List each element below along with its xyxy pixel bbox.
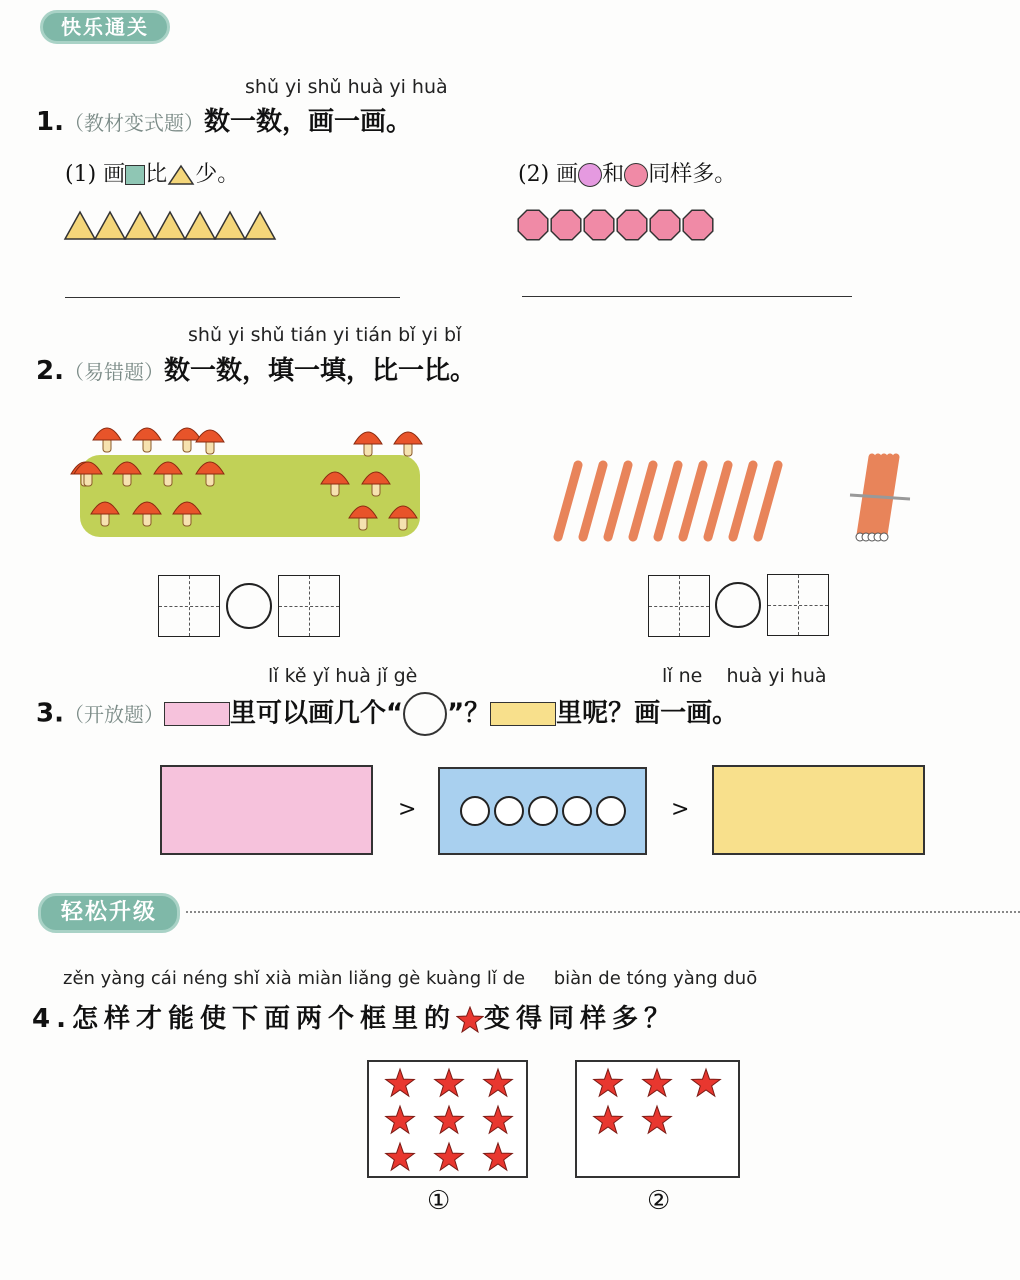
bundle-end: [880, 533, 888, 541]
q4-pinyin: zěn yàng cái néng shǐ xià miàn liǎng gè kuàng lǐ de biàn de tóng yàng duō: [63, 968, 758, 989]
star: [594, 1069, 623, 1096]
circle-icon: [403, 692, 447, 736]
dotted-divider: [186, 911, 1020, 913]
stick: [608, 465, 628, 537]
star-icon: [456, 1006, 484, 1034]
star-box-2: [575, 1060, 740, 1178]
triangle: [65, 212, 95, 239]
mushroom-cap: [394, 432, 422, 444]
triangle: [125, 212, 155, 239]
stick: [583, 465, 603, 537]
q3-text2: ”？: [447, 698, 491, 729]
mushroom: [93, 428, 121, 452]
star: [484, 1069, 513, 1096]
p1-suffix: 少。: [195, 162, 240, 187]
octagon-row: [516, 207, 721, 243]
mushroom-cap: [133, 428, 161, 440]
q1-text: 数一数，画一画。: [203, 107, 412, 137]
triangle-icon: [167, 164, 195, 186]
star: [643, 1106, 672, 1133]
star: [386, 1106, 415, 1133]
octagon: [584, 210, 614, 240]
octagon: [551, 210, 581, 240]
star: [484, 1143, 513, 1170]
mushroom-cap: [196, 430, 224, 442]
q1-number: 1.: [36, 107, 64, 137]
q1-tag: （教材变式题）: [63, 111, 204, 135]
number-box-left-2[interactable]: [278, 575, 340, 637]
q1-part2: [518, 157, 736, 188]
star: [435, 1106, 464, 1133]
star: [594, 1106, 623, 1133]
q3-pinyin-2: lǐ ne huà yi huà: [662, 665, 827, 687]
pink-box[interactable]: [160, 765, 373, 855]
sticks-illustration: [550, 445, 920, 550]
circle-icon: [578, 163, 602, 187]
mushroom: [133, 428, 161, 452]
q3-number: 3.: [36, 698, 64, 729]
octagon: [683, 210, 713, 240]
box-label-1: ①: [427, 1186, 451, 1216]
drawn-circle: [562, 796, 592, 826]
mushroom: [394, 432, 422, 456]
star: [643, 1069, 672, 1096]
number-box-left-1[interactable]: [158, 575, 220, 637]
triangle: [185, 212, 215, 239]
stick: [758, 465, 778, 537]
answer-line-2[interactable]: [522, 296, 852, 297]
q4-number: 4.: [32, 1004, 72, 1034]
q2-title: [36, 350, 476, 387]
star: [386, 1069, 415, 1096]
q1-title: [36, 101, 412, 138]
stick: [658, 465, 678, 537]
octagon: [617, 210, 647, 240]
stick: [733, 465, 753, 537]
greater-than-1: >: [398, 797, 417, 822]
blue-box: [438, 767, 647, 855]
q2-tag: （易错题）: [63, 360, 164, 384]
q3-title: [36, 692, 738, 736]
greater-than-2: >: [671, 797, 690, 822]
star: [435, 1143, 464, 1170]
stick: [633, 465, 653, 537]
triangle: [95, 212, 125, 239]
p2-mid: 和: [602, 162, 625, 187]
q4-text1: 怎样才能使下面两个框里的: [71, 1004, 456, 1034]
stick-bundle: [850, 457, 910, 541]
number-box-right-1[interactable]: [648, 575, 710, 637]
mushroom-cap: [93, 428, 121, 440]
stick: [708, 465, 728, 537]
q3-text3: 里呢？画一画。: [556, 698, 739, 729]
mushroom: [196, 430, 224, 454]
q1-part1: [65, 157, 239, 188]
p2-suffix: 同样多。: [648, 162, 737, 187]
stick: [683, 465, 703, 537]
pink-rect-icon: [164, 702, 230, 726]
bundle-string: [850, 495, 910, 499]
section-badge-happy-pass: 快乐通关: [40, 10, 170, 44]
star: [435, 1069, 464, 1096]
triangle: [155, 212, 185, 239]
octagon: [650, 210, 680, 240]
drawn-circle: [494, 796, 524, 826]
drawn-circle: [596, 796, 626, 826]
q3-text1: 里可以画几个“: [229, 698, 404, 729]
q4-text2: 变得同样多？: [483, 1004, 676, 1034]
triangle: [215, 212, 245, 239]
mushroom-cap: [354, 432, 382, 444]
p1-prefix: (1) 画: [65, 162, 126, 187]
yellow-rect-icon: [490, 702, 556, 726]
mushroom-cap: [173, 428, 201, 440]
octagon-icon: [624, 163, 648, 187]
mushroom: [354, 432, 382, 456]
q1-pinyin: shǔ yi shǔ huà yi huà: [245, 76, 448, 98]
star-box-1: [367, 1060, 528, 1178]
q3-tag: （开放题）: [63, 702, 164, 727]
number-box-right-2[interactable]: [767, 574, 829, 636]
octagon: [518, 210, 548, 240]
p2-prefix: (2) 画: [518, 162, 579, 187]
stick: [558, 465, 578, 537]
star: [484, 1106, 513, 1133]
compare-circle-left[interactable]: [226, 583, 272, 629]
drawn-circle: [528, 796, 558, 826]
compare-circle-right[interactable]: [715, 582, 761, 628]
yellow-box[interactable]: [712, 765, 925, 855]
triangle: [245, 212, 275, 239]
q2-text: 数一数，填一填，比一比。: [163, 356, 476, 386]
star: [692, 1069, 721, 1096]
p1-mid: 比: [145, 162, 168, 187]
star: [386, 1143, 415, 1170]
drawn-circle: [460, 796, 490, 826]
answer-line-1[interactable]: [65, 297, 400, 298]
q2-number: 2.: [36, 356, 64, 386]
section-badge-easy-upgrade: 轻松升级: [38, 893, 180, 933]
q3-pinyin-1: lǐ kě yǐ huà jǐ gè: [268, 665, 418, 687]
square-icon: [125, 165, 145, 185]
q4-title: [32, 998, 676, 1035]
box-label-2: ②: [647, 1186, 671, 1216]
q2-pinyin: shǔ yi shǔ tián yi tián bǐ yi bǐ: [188, 324, 462, 346]
mushroom-illustration: [60, 420, 430, 550]
triangle-row: [63, 208, 278, 242]
